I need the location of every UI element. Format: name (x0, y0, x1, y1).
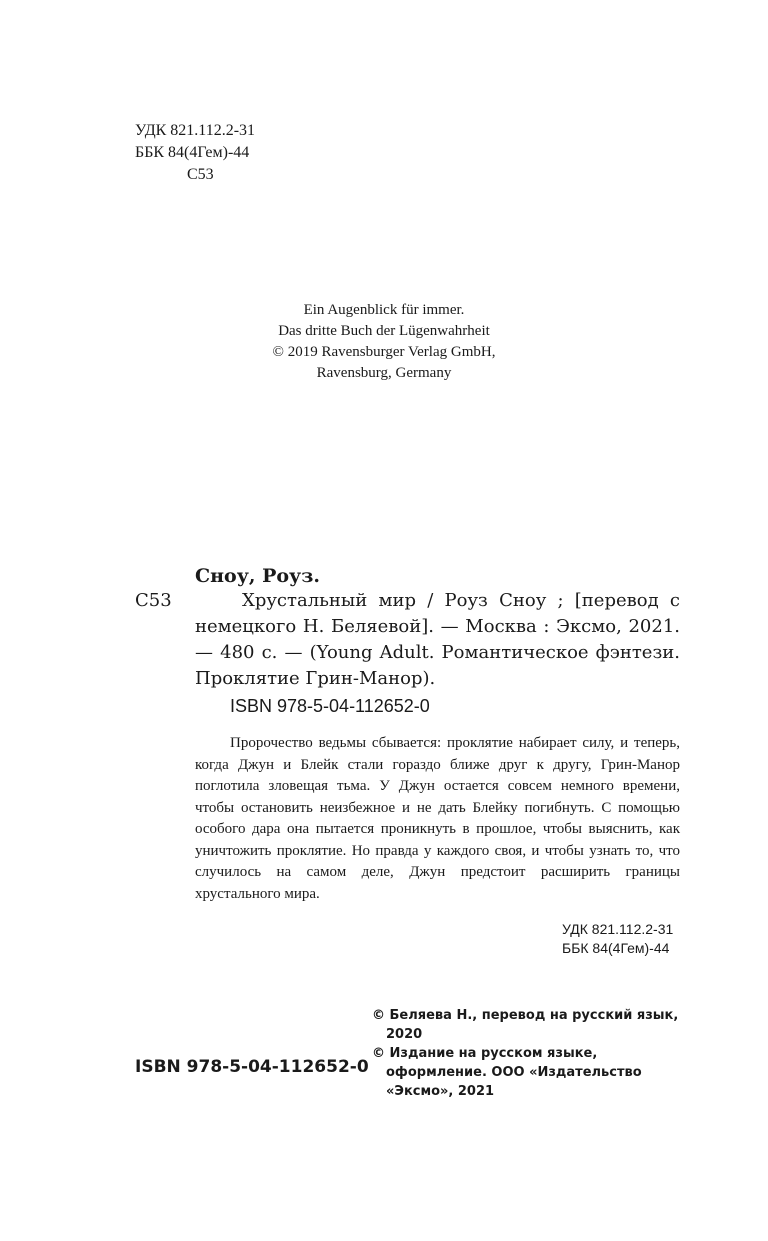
original-location: Ravensburg, Germany (316, 365, 452, 381)
original-edition-info (200, 300, 568, 384)
original-series: Das dritte Buch der Lügenwahrheit (278, 323, 490, 339)
bbk-right-code: ББК 84(4Гем)-44 (562, 940, 670, 956)
original-copyright: © 2019 Ravensburger Verlag GmbH, (272, 344, 496, 360)
copyright-edition: © Издание на русском языке, оформление. ООО «Издательство «Эксмо», 2021 (372, 1046, 642, 1099)
author-mark: С53 (187, 166, 214, 183)
original-title: Ein Augenblick für immer. (303, 302, 465, 318)
bibliographic-text: Хрустальный мир / Роуз Сноу ; [перевод с немецкого Н. Беляевой]. — Москва : Эксмо, 2021. — 480 с. — (Young Adult. Романтическое фэнтези. Проклятие Грин-Манор). (195, 590, 680, 689)
catalog-isbn: ISBN 978-5-04-112652-0 (230, 696, 430, 716)
annotation (195, 733, 680, 905)
copyright-translation: © Беляева Н., перевод на русский язык, 2020 (372, 1008, 679, 1042)
bbk-code: ББК 84(4Гем)-44 (135, 144, 250, 161)
udk-code: УДК 821.112.2-31 (135, 122, 256, 139)
isbn-bottom: ISBN 978-5-04-112652-0 (135, 1057, 369, 1077)
udk-right-block (562, 920, 673, 958)
udk-block (135, 120, 255, 186)
bibliographic-description (195, 588, 680, 692)
annotation-text: Пророчество ведьмы сбывается: проклятие набирает силу, и теперь, когда Джун и Блейк стали гораздо ближе друг к другу, Грин-Манор поглотила зловещая тьма. У Джун остается совсем немного времени, чтобы остановить неизбежное и не дать Блейку погибнуть. С помощью особого дара она пытается проникнуть в прошлое, чтобы выяснить, как уничтожить проклятие. Но правда у каждого своя, и чтобы узнать то, что случилось на самом деле, Джун предстоит расширить границы хрустального мира. (195, 735, 680, 902)
udk-right-code: УДК 821.112.2-31 (562, 921, 674, 937)
catalog-author: Сноу, Роуз. (195, 565, 320, 587)
copyright-block (372, 1006, 682, 1101)
catalog-code: С53 (135, 590, 172, 611)
